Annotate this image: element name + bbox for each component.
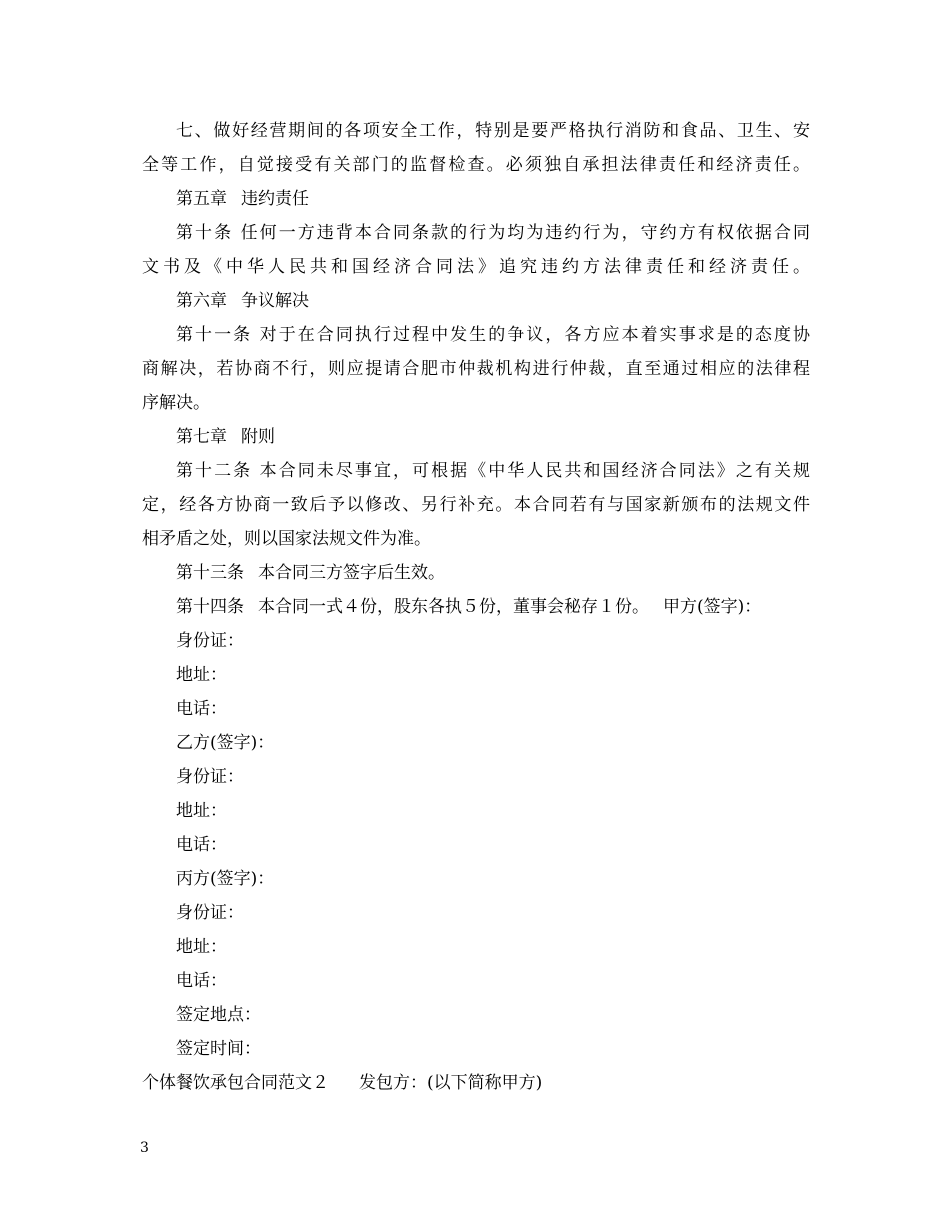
party-a-signature-label: 甲方(签字)： [663,597,762,617]
article-text: 对于在合同执行过程中发生的争议，各方应本着实事求是的态度协 [259,325,811,345]
chapter-title: 附则 [241,427,275,447]
clause-7-line-1: 七、做好经营期间的各项安全工作，特别是要严格执行消防和食品、卫生、安 [176,121,810,141]
party-c-signature-label: 丙方(签字)： [176,869,275,889]
article-number: 第十二条 [176,461,253,481]
article-14 [176,597,761,617]
article-text: 任何一方违背本合同条款的行为均为违约行为，守约方有权依据合同 [240,223,811,243]
article-text: 本合同三方签字后生效。 [258,563,445,583]
article-text: 本合同一式４份，股东各执５份，董事会秘存１份。 [258,597,649,617]
article-12-line-1 [176,461,810,481]
party-b-id-label: 身份证： [176,767,244,787]
party-a-address-label: 地址： [176,665,227,685]
article-number: 第十四条 [176,597,244,617]
chapter-number: 第五章 [176,189,227,209]
next-contract-heading [142,1073,542,1093]
article-12-line-2: 定，经各方协商一致后予以修改、另行补充。本合同若有与国家新颁布的法规文件 [142,495,810,515]
chapter-title: 违约责任 [241,189,309,209]
article-text: 本合同未尽事宜，可根据《中华人民共和国经济合同法》之有关规 [259,461,811,481]
clause-7-line-2: 全等工作，自觉接受有关部门的监督检查。必须独自承担法律责任和经济责任。 [142,155,810,175]
article-12-line-3: 相矛盾之处，则以国家法规文件为准。 [142,529,431,549]
article-number: 第十三条 [176,563,244,583]
article-11-line-3: 序解决。 [142,393,210,413]
chapter-number: 第七章 [176,427,227,447]
signing-time-label: 签定时间： [176,1039,261,1059]
chapter-number: 第六章 [176,291,227,311]
article-number: 第十条 [176,223,234,243]
party-b-signature-label: 乙方(签字)： [176,733,275,753]
next-contract-title: 个体餐饮承包合同范文２ [142,1073,329,1093]
article-13 [176,563,445,583]
party-b-address-label: 地址： [176,801,227,821]
party-c-phone-label: 电话： [176,971,227,991]
article-11-line-1 [176,325,810,345]
chapter-6-heading [176,291,309,311]
party-b-phone-label: 电话： [176,835,227,855]
article-number: 第十一条 [176,325,253,345]
article-10-line-2: 文书及《中华人民共和国经济合同法》追究违约方法律责任和经济责任。 [142,257,810,277]
contractor-label: 发包方：(以下简称甲方) [359,1073,543,1093]
chapter-title: 争议解决 [241,291,309,311]
party-c-id-label: 身份证： [176,903,244,923]
signing-place-label: 签定地点： [176,1005,261,1025]
party-a-phone-label: 电话： [176,699,227,719]
party-c-address-label: 地址： [176,937,227,957]
article-10-line-1 [176,223,810,243]
page-number: 3 [140,1140,149,1156]
article-11-line-2: 商解决，若协商不行，则应提请合肥市仲裁机构进行仲裁，直至通过相应的法律程 [142,359,810,379]
party-a-id-label: 身份证： [176,631,244,651]
chapter-5-heading [176,189,309,209]
chapter-7-heading [176,427,275,447]
